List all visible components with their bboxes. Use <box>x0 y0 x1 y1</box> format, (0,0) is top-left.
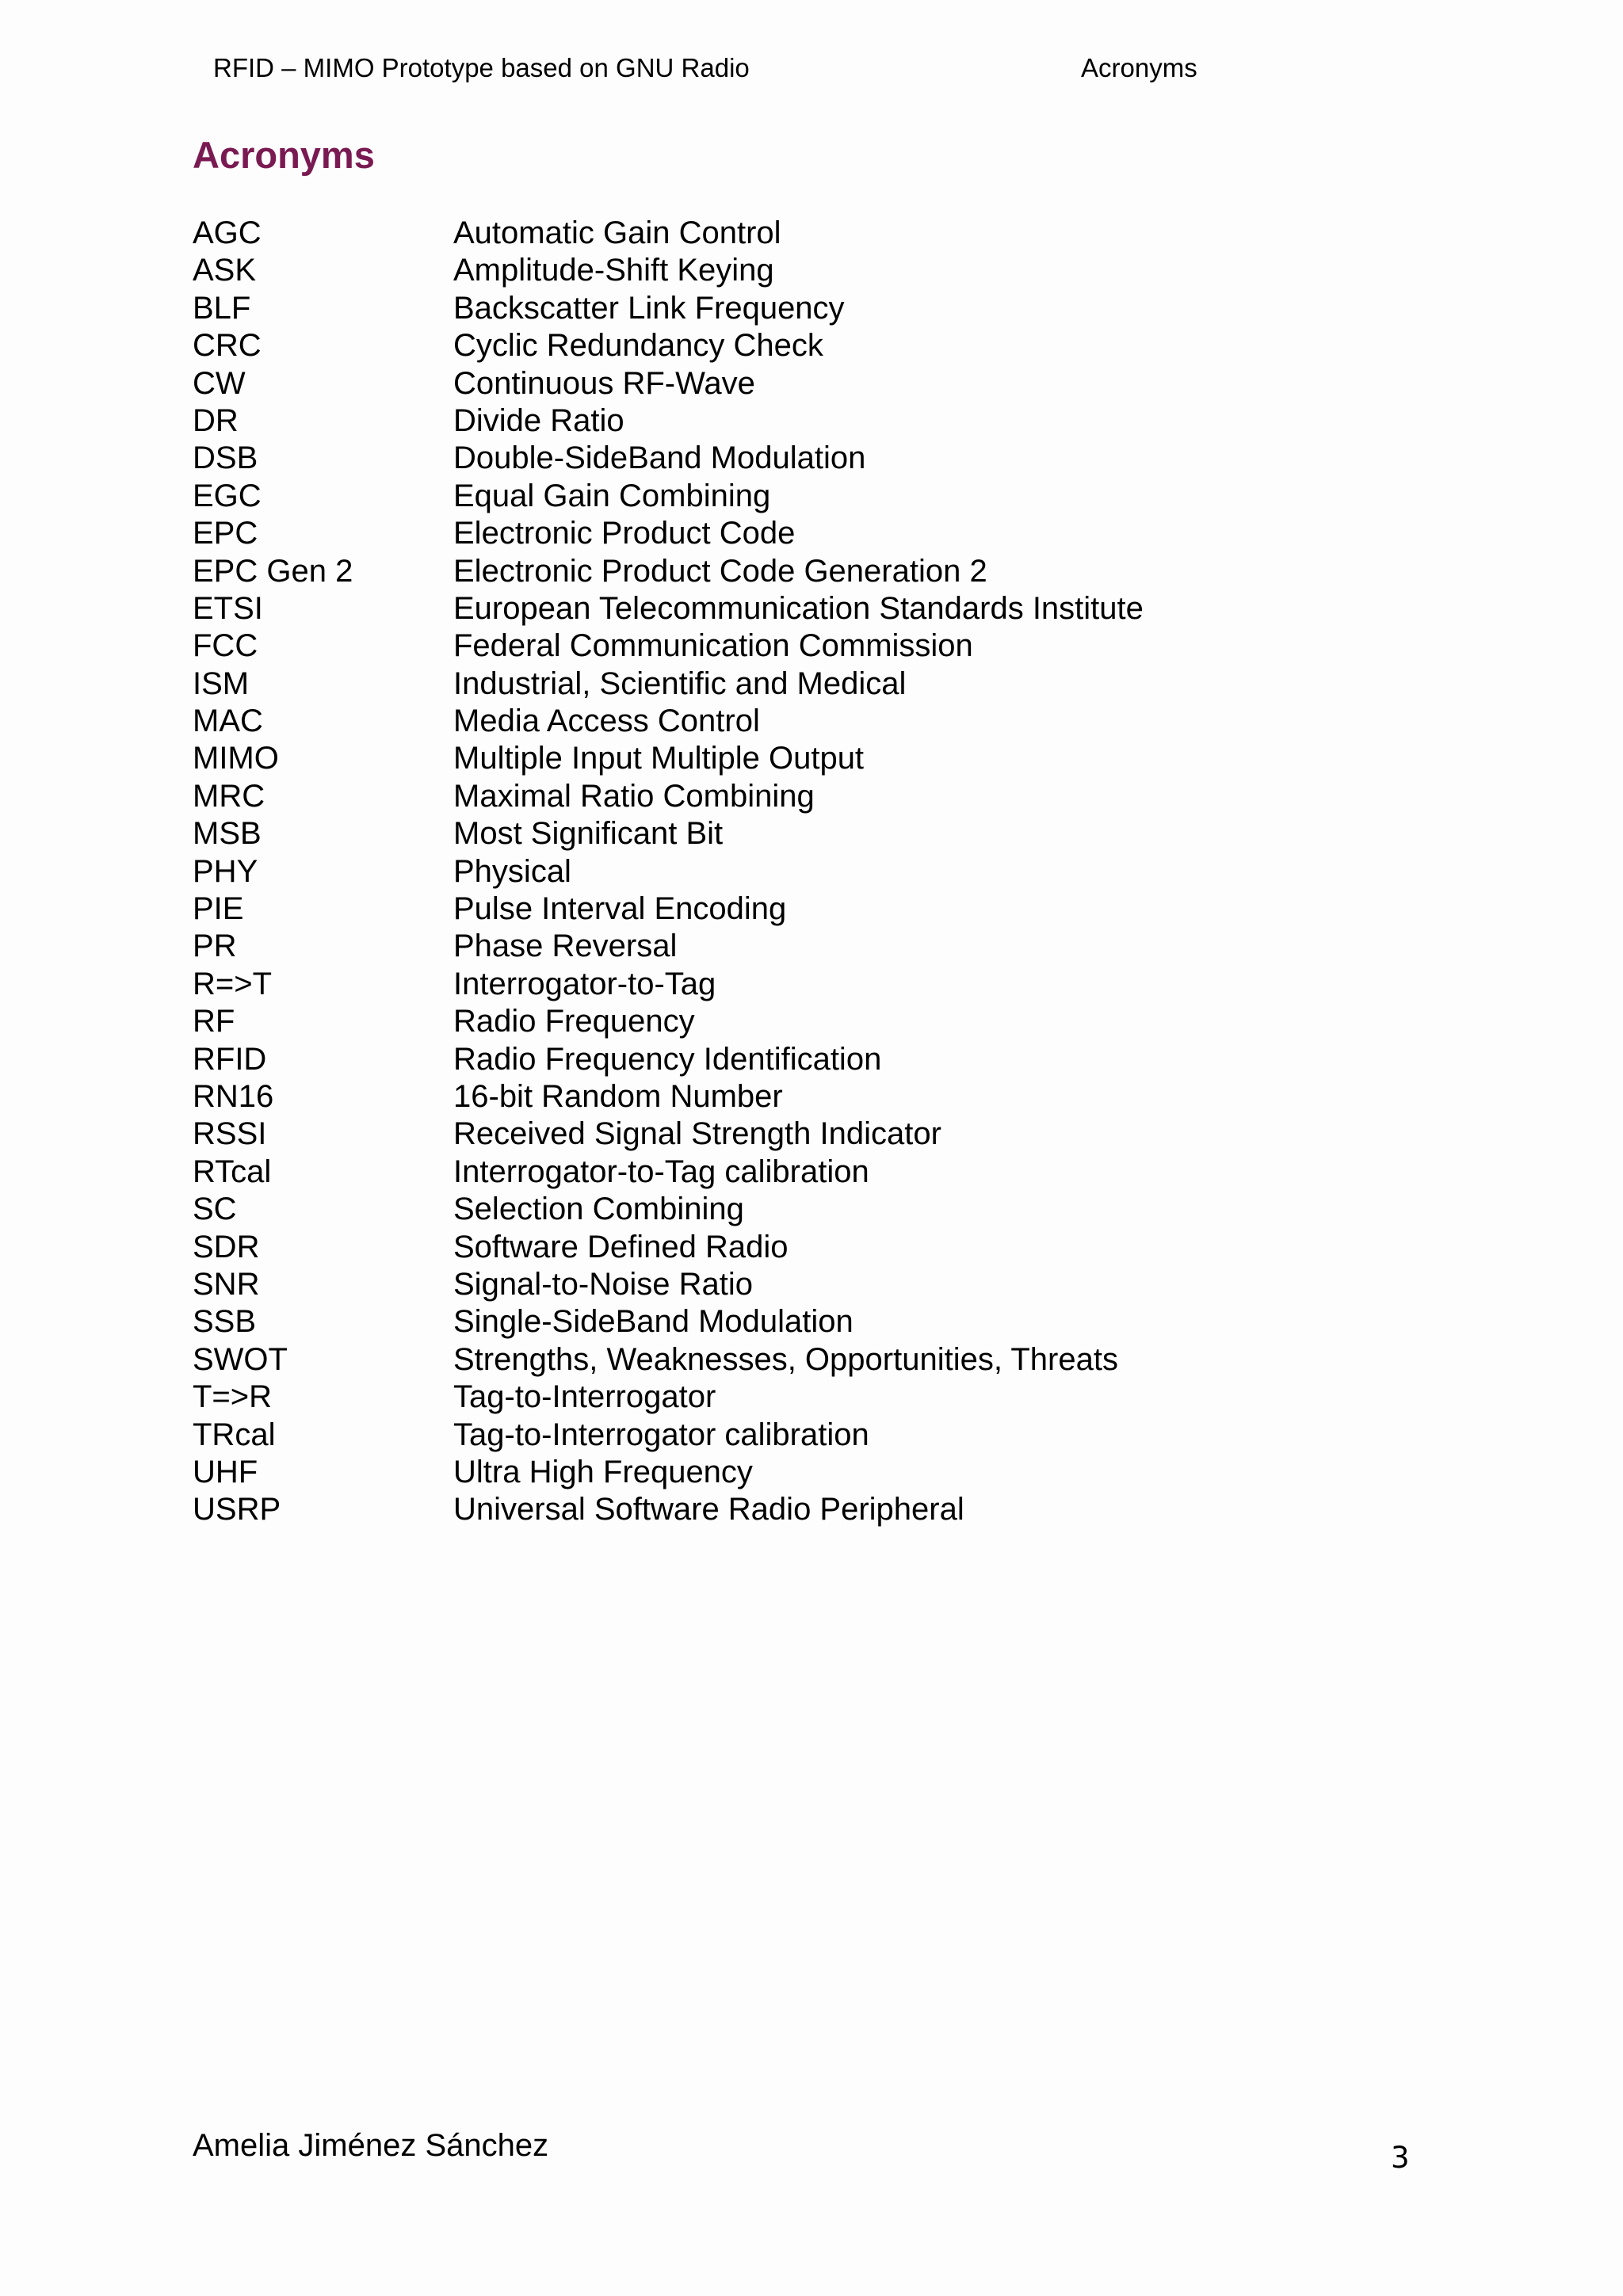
acronym-row <box>193 1116 1461 1153</box>
acronym-abbreviation: EGC <box>193 478 262 513</box>
acronym-abbreviation: SDR <box>193 1229 260 1264</box>
acronym-definition: Ultra High Frequency <box>453 1454 753 1489</box>
acronym-definition: 16-bit Random Number <box>453 1078 783 1114</box>
acronym-definition: Media Access Control <box>453 704 760 739</box>
acronym-definition: Most Significant Bit <box>453 816 724 852</box>
acronym-definition: Phase Reversal <box>453 929 678 964</box>
acronym-definition: Federal Communication Commission <box>453 628 973 664</box>
acronym-row <box>193 627 1461 665</box>
acronym-row <box>193 590 1461 627</box>
acronym-definition: Backscatter Link Frequency <box>453 290 845 326</box>
acronym-definition: Amplitude-Shift Keying <box>453 253 774 288</box>
acronym-row <box>193 1341 1461 1379</box>
acronym-row <box>193 853 1461 891</box>
page-number: 3 <box>1391 2141 1410 2175</box>
acronym-row <box>193 290 1461 327</box>
acronym-abbreviation: R=>T <box>193 966 273 1001</box>
acronym-abbreviation: PHY <box>193 853 258 889</box>
acronym-row <box>193 1003 1461 1040</box>
acronym-abbreviation: MIMO <box>193 741 279 776</box>
acronym-row <box>193 1078 1461 1116</box>
acronym-row <box>193 478 1461 515</box>
acronym-definition: Maximal Ratio Combining <box>453 778 815 814</box>
acronym-definition: Pulse Interval Encoding <box>453 891 787 927</box>
acronym-definition: Single-SideBand Modulation <box>453 1304 854 1340</box>
acronym-row <box>193 778 1461 815</box>
acronym-definition: Double-SideBand Modulation <box>453 441 866 476</box>
acronym-row <box>193 1191 1461 1228</box>
acronym-abbreviation: FCC <box>193 628 258 664</box>
acronym-definition: Tag-to-Interrogator <box>453 1379 716 1415</box>
acronym-row <box>193 1491 1461 1528</box>
acronym-row <box>193 1454 1461 1491</box>
acronym-abbreviation: SNR <box>193 1266 260 1302</box>
acronym-definition: Continuous RF-Wave <box>453 365 755 401</box>
running-header-section: Acronyms <box>1081 53 1197 82</box>
acronym-abbreviation: ISM <box>193 666 250 701</box>
acronym-abbreviation: PIE <box>193 891 244 927</box>
page-title: Acronyms <box>193 134 375 176</box>
acronym-definition: Signal-to-Noise Ratio <box>453 1266 753 1302</box>
acronym-definition: Interrogator-to-Tag <box>453 966 716 1001</box>
acronym-row <box>193 1229 1461 1266</box>
acronym-abbreviation: EPC Gen 2 <box>193 553 353 589</box>
acronym-definition: Radio Frequency Identification <box>453 1041 882 1077</box>
acronym-abbreviation: SC <box>193 1192 237 1227</box>
acronym-row <box>193 1417 1461 1454</box>
acronym-row <box>193 1041 1461 1078</box>
acronym-definition: Radio Frequency <box>453 1004 695 1039</box>
acronym-abbreviation: RTcal <box>193 1154 272 1189</box>
acronym-abbreviation: TRcal <box>193 1417 276 1452</box>
acronym-abbreviation: PR <box>193 929 237 964</box>
acronym-abbreviation: RFID <box>193 1041 267 1077</box>
running-header-title: RFID – MIMO Prototype based on GNU Radio <box>213 53 750 82</box>
acronym-list <box>193 215 1461 1529</box>
acronym-abbreviation: BLF <box>193 290 251 326</box>
acronym-abbreviation: MSB <box>193 816 262 852</box>
acronym-row <box>193 1154 1461 1191</box>
acronym-definition: Software Defined Radio <box>453 1229 789 1264</box>
acronym-abbreviation: RN16 <box>193 1078 274 1114</box>
acronym-row <box>193 1303 1461 1341</box>
acronym-definition: Equal Gain Combining <box>453 478 771 513</box>
acronym-row <box>193 891 1461 928</box>
acronym-row <box>193 966 1461 1003</box>
acronym-definition: Automatic Gain Control <box>453 215 781 250</box>
acronym-definition: Electronic Product Code <box>453 516 796 551</box>
acronym-abbreviation: T=>R <box>193 1379 273 1415</box>
acronym-abbreviation: CRC <box>193 328 262 364</box>
acronym-abbreviation: USRP <box>193 1492 281 1527</box>
acronym-row <box>193 327 1461 364</box>
acronym-definition: Divide Ratio <box>453 402 624 438</box>
acronym-definition: Interrogator-to-Tag calibration <box>453 1154 869 1189</box>
acronym-row <box>193 815 1461 852</box>
acronym-row <box>193 252 1461 289</box>
acronym-row <box>193 928 1461 965</box>
acronym-definition: Industrial, Scientific and Medical <box>453 666 907 701</box>
acronym-row <box>193 365 1461 402</box>
acronym-row <box>193 402 1461 440</box>
acronym-row <box>193 515 1461 552</box>
acronym-abbreviation: MRC <box>193 778 265 814</box>
acronym-row <box>193 215 1461 252</box>
acronym-abbreviation: SWOT <box>193 1341 288 1377</box>
acronym-definition: Received Signal Strength Indicator <box>453 1116 941 1152</box>
acronym-definition: Universal Software Radio Peripheral <box>453 1492 964 1527</box>
acronym-abbreviation: RF <box>193 1004 235 1039</box>
acronym-row <box>193 1379 1461 1416</box>
acronym-row <box>193 703 1461 740</box>
acronym-row <box>193 740 1461 777</box>
acronym-definition: European Telecommunication Standards Institute <box>453 590 1144 626</box>
acronym-abbreviation: MAC <box>193 704 263 739</box>
acronym-row <box>193 666 1461 703</box>
acronym-abbreviation: DR <box>193 402 239 438</box>
acronym-row <box>193 553 1461 590</box>
acronym-definition: Electronic Product Code Generation 2 <box>453 553 987 589</box>
footer-author: Amelia Jiménez Sánchez <box>193 2128 549 2163</box>
acronym-abbreviation: DSB <box>193 441 258 476</box>
acronym-abbreviation: EPC <box>193 516 258 551</box>
acronym-abbreviation: CW <box>193 365 246 401</box>
acronym-abbreviation: AGC <box>193 215 262 250</box>
acronym-definition: Strengths, Weaknesses, Opportunities, Threats <box>453 1341 1118 1377</box>
acronym-abbreviation: SSB <box>193 1304 257 1340</box>
acronym-definition: Tag-to-Interrogator calibration <box>453 1417 869 1452</box>
acronym-definition: Cyclic Redundancy Check <box>453 328 823 364</box>
acronym-definition: Multiple Input Multiple Output <box>453 741 865 776</box>
acronym-definition: Physical <box>453 853 571 889</box>
acronym-abbreviation: UHF <box>193 1454 258 1489</box>
acronym-abbreviation: ASK <box>193 253 257 288</box>
acronym-abbreviation: RSSI <box>193 1116 267 1152</box>
acronym-row <box>193 440 1461 477</box>
acronym-definition: Selection Combining <box>453 1192 744 1227</box>
acronym-row <box>193 1266 1461 1303</box>
acronym-abbreviation: ETSI <box>193 590 263 626</box>
